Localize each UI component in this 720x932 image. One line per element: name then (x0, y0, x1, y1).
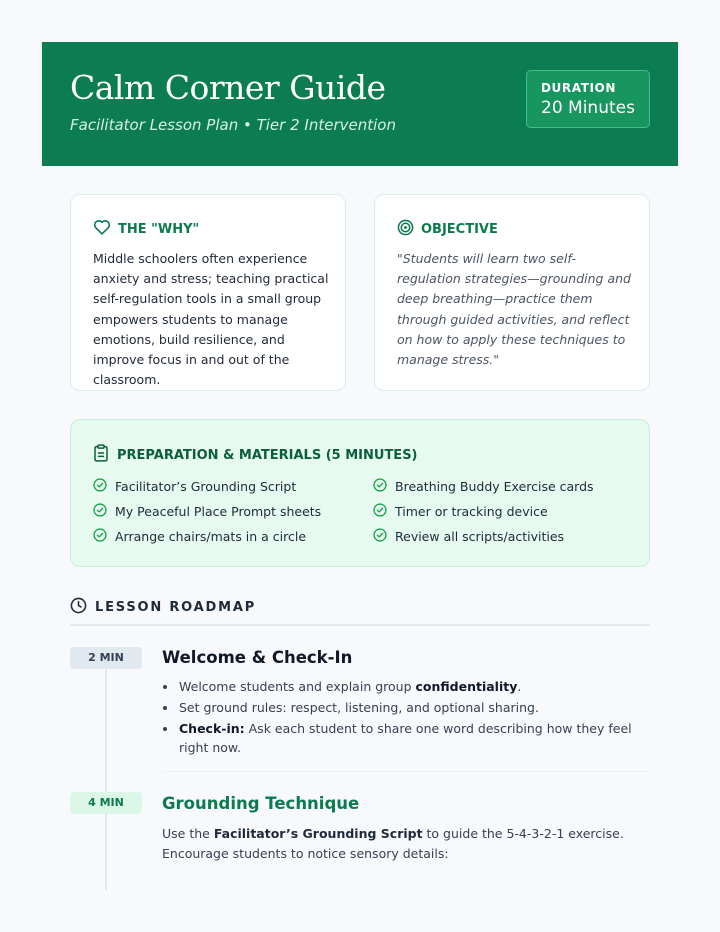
why-heading-text: THE "WHY" (118, 221, 200, 237)
preparation-heading (93, 444, 418, 466)
material-label: Timer or tracking device (395, 503, 548, 519)
step-divider (162, 771, 650, 772)
list-item (93, 477, 373, 495)
target-icon (397, 219, 414, 240)
time-badge: 4 MIN (70, 792, 142, 814)
material-label: Arrange chairs/mats in a circle (115, 528, 307, 544)
duration-box (526, 70, 650, 128)
preparation-panel (70, 419, 650, 567)
why-heading (93, 219, 199, 239)
material-label: Facilitator’s Grounding Script (115, 478, 297, 494)
duration-label: DURATION (541, 81, 616, 95)
heart-icon (93, 219, 111, 239)
objective-body: "Students will learn two self-regulation strategies—grounding and deep breathing—practice them through guided activities, and reflect on how to apply these techniques to manage stress." (397, 251, 631, 368)
list-item: Set ground rules: respect, listening, and optional sharing. (162, 699, 650, 718)
list-item: Welcome students and explain group confidentiality. (162, 678, 650, 697)
step-title: Grounding Technique (162, 794, 360, 813)
list-item (93, 502, 373, 520)
check-circle-icon (373, 503, 387, 520)
check-circle-icon (373, 478, 387, 495)
why-card (70, 194, 346, 391)
material-label: My Peaceful Place Prompt sheets (115, 503, 322, 519)
clipboard-icon (93, 444, 109, 466)
material-label: Breathing Buddy Exercise cards (395, 478, 594, 494)
list-item (93, 527, 373, 545)
material-label: Review all scripts/activities (395, 528, 565, 544)
objective-heading (397, 219, 498, 240)
check-circle-icon (93, 528, 107, 545)
objective-heading-text: OBJECTIVE (421, 222, 498, 237)
materials-list (93, 477, 633, 545)
time-badge: 2 MIN (70, 647, 142, 669)
clock-icon (70, 597, 87, 618)
objective-card (374, 194, 650, 391)
step-bullets (162, 678, 650, 760)
preparation-heading-text: PREPARATION & MATERIALS (5 MINUTES) (117, 447, 418, 463)
duration-value: 20 Minutes (541, 98, 635, 118)
check-circle-icon (93, 503, 107, 520)
section-divider (70, 624, 650, 626)
why-body: Middle schoolers often experience anxiety and stress; teaching practical self-regulation tools in a small group empowers students to manage emotions, build resilience, and improve focus in and out of the classroom. (93, 251, 329, 388)
list-item (373, 527, 633, 545)
page-subtitle: Facilitator Lesson Plan • Tier 2 Intervention (70, 116, 396, 134)
header-banner (42, 42, 678, 166)
list-item (373, 477, 633, 495)
step-description: Use the Facilitator’s Grounding Script to guide the 5-4-3-2-1 exercise. Encourage students to notice sensory details: (162, 826, 624, 861)
list-item (373, 502, 633, 520)
roadmap-heading-text: LESSON ROADMAP (95, 600, 257, 615)
roadmap-heading (70, 597, 256, 618)
timeline-line (105, 668, 107, 890)
list-item: Check-in: Ask each student to share one word describing how they feel right now. (162, 720, 650, 757)
check-circle-icon (93, 478, 107, 495)
check-circle-icon (373, 528, 387, 545)
page-title: Calm Corner Guide (70, 68, 386, 107)
step-title: Welcome & Check-In (162, 648, 353, 667)
